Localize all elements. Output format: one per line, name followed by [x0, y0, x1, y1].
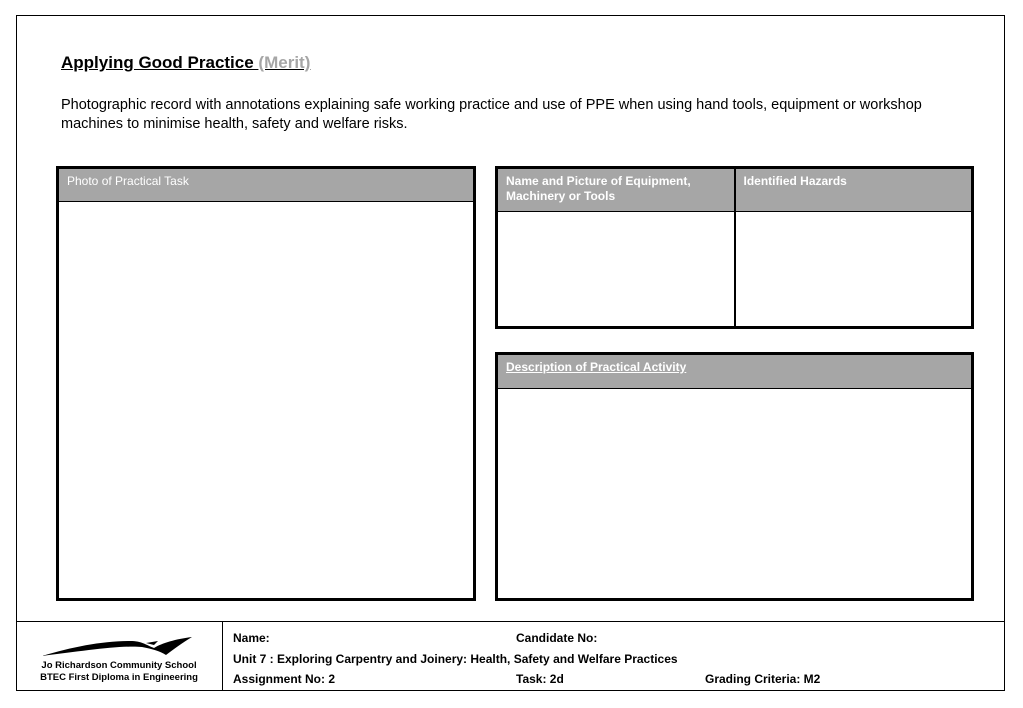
assignment-number: Assignment No: 2 [233, 672, 336, 686]
hazards-cell[interactable] [736, 212, 972, 326]
photo-area[interactable] [59, 202, 473, 598]
candidate-no-label: Candidate No: [516, 631, 598, 645]
description-box-header: Description of Practical Activity [498, 355, 971, 389]
name-label: Name: [233, 631, 270, 645]
bird-logo-icon [42, 635, 192, 659]
unit-title: Unit 7 : Exploring Carpentry and Joinery: Health, Safety and Welfare Practices [233, 652, 678, 666]
title-main: Applying Good Practice [61, 53, 259, 72]
equipment-column [498, 169, 734, 326]
equipment-column-header: Name and Picture of Equipment, Machinery or Tools [498, 169, 734, 212]
hazards-column [734, 169, 972, 326]
hazards-column-header: Identified Hazards [736, 169, 972, 212]
grading-criteria: Grading Criteria: M2 [705, 672, 821, 686]
intro-text: Photographic record with annotations explaining safe working practice and use of PPE when using hand tools, equipment or workshop machines to minimise health, safety and welfare risks. [61, 97, 922, 132]
school-logo-block [16, 622, 223, 691]
equipment-cell[interactable] [498, 212, 734, 326]
photo-box-header: Photo of Practical Task [59, 169, 473, 202]
school-name: Jo Richardson Community School [41, 660, 197, 671]
course-name: BTEC First Diploma in Engineering [40, 672, 198, 683]
page-title [61, 53, 310, 73]
footer [16, 621, 1005, 691]
description-box [495, 352, 974, 601]
description-area[interactable] [498, 389, 971, 598]
task-number: Task: 2d [516, 672, 564, 686]
equipment-table [495, 166, 974, 329]
photo-box [56, 166, 476, 601]
grade-label: (Merit) [258, 53, 311, 72]
